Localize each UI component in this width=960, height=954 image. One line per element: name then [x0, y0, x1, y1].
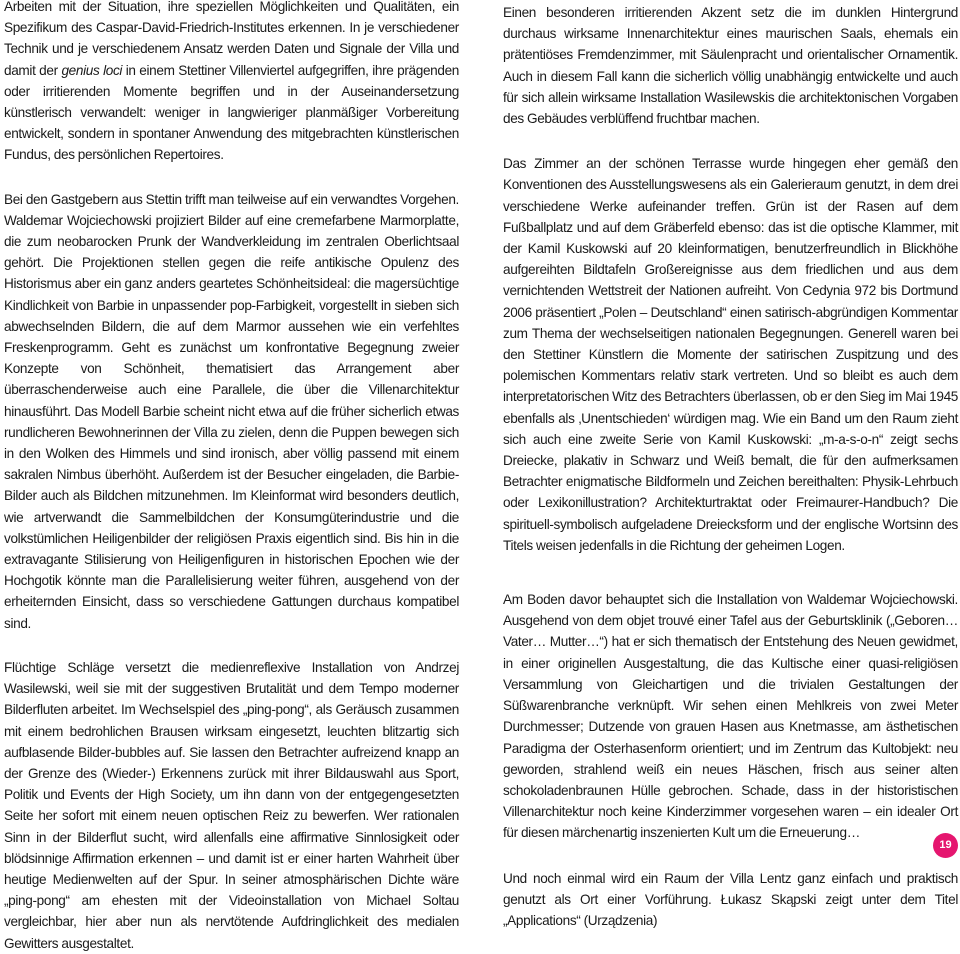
- paragraph-boden-installation: Am Boden davor behauptet sich die Installation von Waldemar Wojciechowski. Ausgehend von dem objet trouvé einer Tafel aus der Geburtsklinik („Geboren… Vater… Mutter…“) hat er sich thematisch der Entstehung des Neuen gewidmet, in einer originellen Ausgestaltung, die das Kultische einer quasi-religiösen Versammlung von Gleichartigen und die trivialen Gestaltungen der Süßwarenbranche verknüpft. Wir sehen einen Mehlkreis von zwei Meter Durchmesser; Dutzende von grauen Hasen aus Knetmasse, am ästhetischen Paradigma der Osterhasenform orientiert; und im Zentrum das Kultobjekt: neu geworden, strahlend weiß ein neues Häschen, frisch aus seiner alten schokoladenbraunen Hülle gebrochen. Schade, dass in der historistischen Villenarchitektur noch keine Kinderzimmer vorgesehen waren – ein idealer Ort für diesen märchenartig inszenierten Kult um die Erneuerung…: [503, 592, 958, 841]
- paragraph-wojciechowski-barbie: Bei den Gastgebern aus Stettin trifft man teilweise auf ein verwandtes Vorgehen. Waldemar Wojciechowski projiziert Bilder auf eine cremefarbene Marmorplatte, die zum neobarocken Prunk der Wandverkleidung im zentralen Oberlichtsaal gehört. Die Projektionen stellen gegen die reife antikische Opulenz des Historismus aber ein ganz anders geartetes Schönheitsideal: die magersüchtige Kindlichkeit von Barbie in unpassender pop-Farbigkeit, vorgestellt in sieben sich abwechselnden Bildern, die auf dem Marmor aussehen wie ein verfehltes Freskenprogramm. Geht es zunächst um konfrontative Begegnung zweier Konzepte von Schönheit, thematisiert das Arrangement aber überraschenderweise auch eine Parallele, die über die Villenarchitektur hinausführt. Das Modell Barbie scheint nicht etwa auf die früher sicherlich etwas rundlicheren Bewohnerinnen der Villa zu zielen, denn die Puppen bewegen sich in den Wolken des Himmels und sind ironisch, aber völlig passend mit einem sakralen Nimbus überhöht. Außerdem ist der Besucher eingeladen, die Barbie-Bilder auch als Bildchen mitzunehmen. Im Kleinformat wird besonders deutlich, wie artverwandt die Sammelbildchen der Konsumgüterindustrie und die volkstümlichen Heiligenbilder der religiösen Praxis eigentlich sind. Bis hin in die extravagante Stilisierung von Heiligenfiguren in historischen Epochen wie der Hochgotik könnte man die Parallelisierung weiter führen, ausgehend von der erheiternden Einsicht, dass so verschiedene Gattungen durchaus kompatibel sind.: [4, 191, 459, 631]
- genius-loci-term: genius loci: [61, 62, 123, 78]
- left-text-column: [4, 0, 459, 954]
- paragraph-intro-text-b: in einem Stettiner Villenviertel aufgegriffen, ihre prägenden oder irritierenden Momente begriffen und in der Auseinandersetzung künstlerisch verwandelt: weniger in langwieriger planmäßiger Vorbereitung entwickelt, sondern in spontaner Anwendung des mitgebrachten künstlerischen Fundus, des persönlichen Repertoires.: [4, 62, 459, 163]
- right-text-column: [503, 0, 958, 931]
- paragraph-wasilewski-ping-pong: Flüchtige Schläge versetzt die medienreflexive Installation von Andrzej Wasilewski, weil sie mit der suggestiven Brutalität und dem Tempo moderner Bilderfluten arbeitet. Im Wechselspiel des „ping-pong“, als Geräusch zusammen mit einem bedrohlichen Brausen wirksam eingesetzt, leuchten blitzartig sich aufblasende Bilder-bubbles auf. Sie lassen den Betrachter aufreizend knapp an der Grenze des (Wieder-) Erkennens zurück mit ihrer Bildauswahl aus Sport, Politik und Events der High Society, um ihn dann von der entgegengesetzten Seite her sofort mit einem neuen optischen Reiz zu bewerfen. Wer rationalen Sinn in der Bilderflut sucht, wird allenfalls eine affirmative Sinnlosigkeit oder blödsinnige Affirmation erkennen – und damit ist er einer harten Wahrheit über heutige Medienwelten auf der Spur. In seiner atmosphärischen Dichte wäre „ping-pong“ am ehesten mit der Videoinstallation von Michael Soltau vergleichbar, hier aber nun als nervtötende Aufdringlichkeit des medialen Gewitters ausgestaltet.: [4, 659, 459, 951]
- paragraph-maurischer-saal: Einen besonderen irritierenden Akzent setz die im dunklen Hintergrund durchaus wirksame Innenarchitektur eines maurischen Saals, ehemals ein prätentiöses Fremdenzimmer, mit Säulenpracht und orientalischer Ornamentik. Auch in diesem Fall kann die sicherlich völlig unabhängig entwickelte und auch für sich allein wirksame Installation Wasilewskis die architektonischen Vorgaben des Gebäudes verblüffend fruchtbar machen.: [503, 5, 958, 127]
- paragraph-intro: [4, 0, 459, 166]
- paragraph-kuskowski: Das Zimmer an der schönen Terrasse wurde hingegen eher gemäß den Konventionen des Ausstellungswesens als ein Galerieraum genutzt, in dem drei verschiedene Werke aufeinander treffen. Grün ist der Rasen auf dem Fußballplatz und auf dem Gräberfeld ebenso: das ist die optische Klammer, mit der Kamil Kuskowski auf 20 kleinformatigen, benutzerfreundlich in Blickhöhe aufgereihten Bildtafeln Großereignisse aus dem friedlichen und aus dem vernichtenden Wettstreit der Nationen aufreiht. Von Cedynia 972 bis Dortmund 2006 präsentiert „Polen – Deutschland“ einen satirisch-abgründigen Kommentar zum Thema der wechselseitigen nationalen Begegnungen. Generell waren bei den Stettiner Künstlern die Momente der satirischen Zuspitzung und des polemischen Kommentars relativ stark vertreten. Und so bleibt es auch dem interpretatorischen Witz des Betrachters überlassen, ob er den Sieg im Mai 1945 ebenfalls als ‚Unentschieden‘ würdigen mag. Wie ein Band um den Raum zieht sich auch eine zweite Serie von Kamil Kuskowski: „m-a-s-o-n“ zeigt sechs Dreiecke, plakativ in Schwarz und Weiß bemalt, die für den aufmerksamen Betrachter enigmatische Bildformeln und Zeichen bereithalten: Physik-Lehrbuch oder Lexikonillustration? Architekturtraktat oder Freimaurer-Handbuch? Die spirituell-symbolisch aufgeladene Dreiecksform und der englische Wortsinn des Titels weisen jedenfalls in die Richtung der geheimen Logen.: [503, 156, 958, 553]
- paragraph-intro-text-a: Arbeiten mit der Situation, ihre speziellen Möglichkeiten und Qualitäten, ein Spezifikum des Caspar-David-Friedrich-Institutes erkennen. In je verschiedener Technik und je verschiedenem Ansatz werden Daten und Signale der Villa und damit der: [4, 0, 459, 78]
- paragraph-skapski: Und noch einmal wird ein Raum der Villa Lentz ganz einfach und praktisch genutzt als Ort einer Vorführung. Łukasz Skąpski zeigt unter dem Titel „Applications“ (Urządzenia): [503, 870, 958, 928]
- page-number-badge: 19: [933, 833, 958, 858]
